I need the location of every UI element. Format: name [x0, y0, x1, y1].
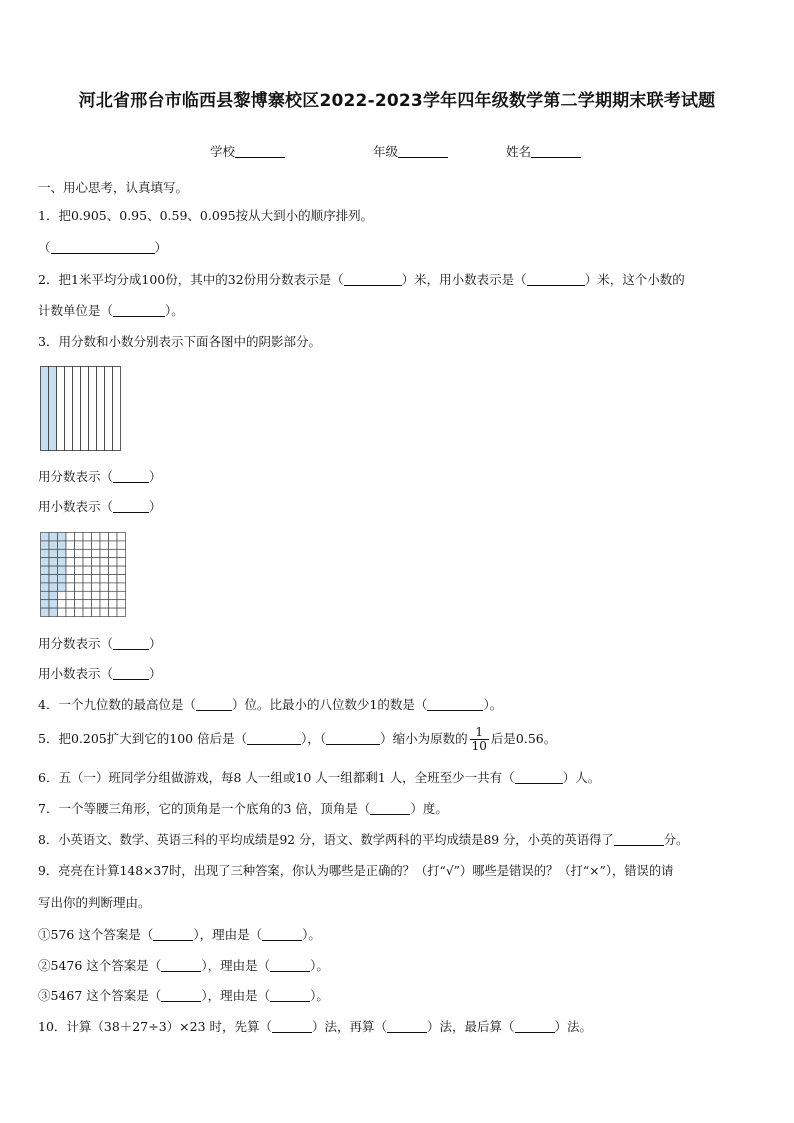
grid-cell — [117, 583, 126, 591]
grid-cell — [100, 549, 109, 557]
shaded-cell — [58, 575, 67, 583]
name-field — [506, 142, 581, 160]
answer-blank[interactable] — [270, 989, 310, 1002]
shaded-cell — [58, 583, 67, 591]
grid-cell — [109, 558, 118, 566]
grid-cell — [100, 558, 109, 566]
grid-cell — [75, 533, 84, 541]
strip — [81, 367, 89, 451]
answer-blank[interactable] — [370, 802, 410, 815]
grid-cell — [117, 575, 126, 583]
question-5: 5．把0.205扩大到它的100 倍后是（ ），（ ）缩小为原数的 $\frac{1}{10}$ 后是0.56。 — [38, 725, 557, 753]
answer-blank[interactable] — [113, 304, 165, 317]
shaded-cell — [41, 566, 50, 574]
shaded-cell — [49, 600, 58, 608]
page-title: 河北省邢台市临西县黎博寨校区2022-2023学年四年级数学第二学期期末联考试题 — [78, 91, 716, 111]
grid-cell — [58, 591, 67, 599]
shaded-strip — [49, 367, 57, 451]
grid-cell — [66, 558, 75, 566]
answer-blank[interactable] — [113, 637, 149, 650]
shaded-cell — [58, 549, 67, 557]
grid-cell — [66, 583, 75, 591]
answer-blank[interactable] — [427, 698, 483, 711]
shaded-cell — [41, 600, 50, 608]
grid-cell — [83, 558, 92, 566]
answer-blank[interactable] — [153, 928, 193, 941]
grid-cell — [66, 541, 75, 549]
grid-cell — [75, 566, 84, 574]
grid-cell — [58, 600, 67, 608]
grid-cell — [117, 591, 126, 599]
strip — [57, 367, 65, 451]
grid-cell — [92, 566, 101, 574]
grid-cell — [109, 608, 118, 616]
shaded-cell — [49, 591, 58, 599]
grade-blank[interactable] — [398, 145, 448, 158]
grid-cell — [109, 549, 118, 557]
grid-cell — [66, 549, 75, 557]
grid-cell — [75, 608, 84, 616]
grid-cell — [92, 600, 101, 608]
strip-figure — [40, 366, 121, 452]
answer-blank[interactable] — [51, 241, 155, 254]
shaded-cell — [49, 558, 58, 566]
fig1-decimal-line: 用小数表示（ ） — [38, 499, 162, 514]
grid-cell — [109, 583, 118, 591]
strip — [113, 367, 121, 451]
grid-cell — [83, 608, 92, 616]
grid-cell — [117, 533, 126, 541]
grid-cell — [92, 575, 101, 583]
question-10: 10．计算（38＋27÷3）×23 时，先算（ ）法，再算（ ）法，最后算（ ）法。 — [38, 1019, 593, 1034]
grid-cell — [92, 558, 101, 566]
strip — [73, 367, 81, 451]
question-4: 4．一个九位数的最高位是（ ）位。比最小的八位数少1的数是（ ）。 — [38, 697, 503, 712]
question-7: 7．一个等腰三角形，它的顶角是一个底角的3 倍，顶角是（ ）度。 — [38, 801, 448, 816]
shaded-cell — [41, 608, 50, 616]
shaded-cell — [41, 583, 50, 591]
grid-cell — [75, 549, 84, 557]
grid-cell — [83, 591, 92, 599]
grid-cell — [66, 575, 75, 583]
grid-cell — [109, 566, 118, 574]
question-9-cont: 写出你的判断理由。 — [38, 895, 151, 910]
grid-cell — [75, 591, 84, 599]
grid-cell — [92, 583, 101, 591]
school-field — [210, 142, 285, 160]
grade-field — [373, 142, 448, 160]
shaded-cell — [49, 533, 58, 541]
grid-cell — [100, 566, 109, 574]
grid-cell — [92, 533, 101, 541]
grid-cell — [92, 549, 101, 557]
grid-cell — [109, 541, 118, 549]
grid-cell — [117, 608, 126, 616]
answer-blank[interactable] — [515, 1020, 555, 1033]
grid-cell — [66, 600, 75, 608]
shaded-cell — [58, 533, 67, 541]
question-6: 6．五（一）班同学分组做游戏，每8 人一组或10 人一组都剩1 人，全班至少一共有（ ）人。 — [38, 770, 601, 785]
question-3: 3．用分数和小数分别表示下面各图中的阴影部分。 — [38, 334, 321, 349]
grid-cell — [117, 541, 126, 549]
answer-blank[interactable] — [270, 959, 310, 972]
fraction: $\frac{1}{10}$ — [471, 725, 487, 753]
answer-blank[interactable] — [344, 273, 402, 286]
shaded-cell — [41, 541, 50, 549]
grid-cell — [100, 608, 109, 616]
grid-cell — [83, 575, 92, 583]
fig1-fraction-line: 用分数表示（ ） — [38, 469, 162, 484]
answer-blank[interactable] — [527, 273, 585, 286]
answer-blank[interactable] — [196, 698, 232, 711]
question-2: 2．把1米平均分成100份，其中的32份用分数表示是（ ）米，用小数表示是（ ）米，这个小数的 — [38, 272, 685, 287]
shaded-cell — [41, 533, 50, 541]
grid-cell — [109, 600, 118, 608]
answer-blank[interactable] — [247, 732, 301, 745]
shaded-cell — [41, 591, 50, 599]
grid-cell — [100, 533, 109, 541]
question-9-item-3: ③5467 这个答案是（ ），理由是（ ）。 — [38, 988, 329, 1003]
shaded-cell — [58, 566, 67, 574]
fig2-fraction-line: 用分数表示（ ） — [38, 636, 162, 651]
grid-cell — [117, 600, 126, 608]
grid-cell — [100, 583, 109, 591]
grid-cell — [75, 600, 84, 608]
grid-cell — [83, 600, 92, 608]
grid-cell — [75, 575, 84, 583]
grid-cell — [92, 541, 101, 549]
answer-blank[interactable] — [161, 989, 201, 1002]
shaded-cell — [49, 608, 58, 616]
answer-blank[interactable] — [326, 732, 380, 745]
grid-cell — [92, 608, 101, 616]
grid-cell — [117, 566, 126, 574]
grid-cell — [100, 541, 109, 549]
shaded-cell — [49, 583, 58, 591]
grid-cell — [100, 600, 109, 608]
grid-cell — [66, 608, 75, 616]
grade-label: 年级 — [373, 144, 399, 159]
name-label: 姓名 — [506, 144, 532, 159]
answer-blank[interactable] — [161, 959, 201, 972]
answer-blank[interactable] — [272, 1020, 312, 1033]
shaded-cell — [58, 558, 67, 566]
question-9: 9．亮亮在计算148×37时，出现了三种答案，你认为哪些是正确的？（打“√”）哪些是错误的？（打“×”），错误的请 — [38, 864, 674, 878]
answer-blank[interactable] — [262, 928, 302, 941]
question-2-cont: 计数单位是（ ）。 — [38, 303, 184, 318]
answer-blank[interactable] — [113, 667, 149, 680]
grid-cell — [83, 541, 92, 549]
grid-cell — [75, 558, 84, 566]
strip — [89, 367, 97, 451]
answer-blank[interactable] — [515, 771, 563, 784]
grid-cell — [83, 533, 92, 541]
strip — [97, 367, 105, 451]
answer-blank[interactable] — [387, 1020, 427, 1033]
grid-cell — [75, 583, 84, 591]
grid-cell — [100, 591, 109, 599]
school-label: 学校 — [210, 144, 236, 159]
answer-blank[interactable] — [113, 470, 149, 483]
shaded-cell — [58, 541, 67, 549]
grid-cell — [66, 591, 75, 599]
shaded-cell — [49, 549, 58, 557]
strip — [105, 367, 113, 451]
question-9-item-2: ②5476 这个答案是（ ），理由是（ ）。 — [38, 958, 329, 973]
grid-cell — [109, 533, 118, 541]
shaded-cell — [49, 566, 58, 574]
grid-cell — [117, 549, 126, 557]
grid-cell — [100, 575, 109, 583]
question-9-item-1: ①576 这个答案是（ ），理由是（ ）。 — [38, 927, 321, 942]
grid-cell — [109, 575, 118, 583]
shaded-cell — [41, 549, 50, 557]
shaded-strip — [41, 367, 49, 451]
grid-cell — [66, 533, 75, 541]
grid-cell — [109, 591, 118, 599]
shaded-cell — [49, 541, 58, 549]
answer-blank[interactable] — [113, 500, 149, 513]
question-1: 1．把0.905、0.95、0.59、0.095按从大到小的顺序排列。 — [38, 208, 374, 223]
grid-cell — [58, 608, 67, 616]
grid-cell — [83, 566, 92, 574]
grid-cell — [83, 549, 92, 557]
grid-cell — [75, 541, 84, 549]
name-blank[interactable] — [531, 145, 581, 158]
question-8: 8．小英语文、数学、英语三科的平均成绩是92 分，语文、数学两科的平均成绩是89 分，小英的英语得了 分。 — [38, 833, 689, 847]
strip — [65, 367, 73, 451]
question-1-answer: （ ） — [38, 240, 168, 255]
answer-blank[interactable] — [614, 833, 664, 846]
fig2-decimal-line: 用小数表示（ ） — [38, 666, 162, 681]
shaded-cell — [49, 575, 58, 583]
grid-cell — [66, 566, 75, 574]
grid-cell — [92, 591, 101, 599]
shaded-cell — [41, 558, 50, 566]
grid-cell — [117, 558, 126, 566]
school-blank[interactable] — [235, 145, 285, 158]
section-heading: 一、用心思考，认真填写。 — [38, 180, 189, 195]
grid-figure — [40, 532, 127, 618]
grid-cell — [83, 583, 92, 591]
shaded-cell — [41, 575, 50, 583]
